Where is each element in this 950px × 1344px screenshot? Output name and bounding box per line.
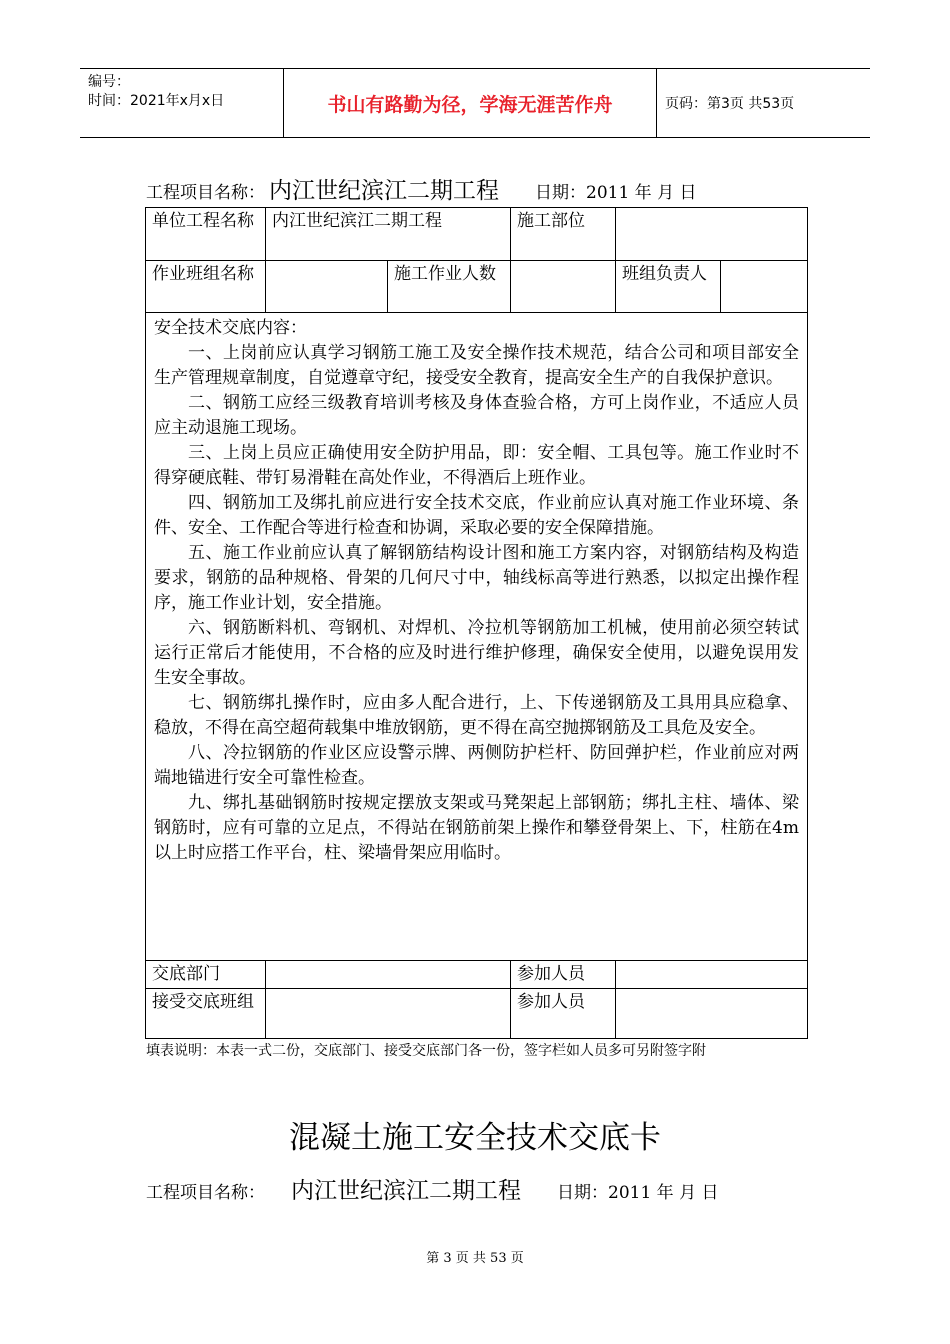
page-header xyxy=(80,68,870,138)
safety-briefing-table xyxy=(145,207,808,1039)
site-label: 施工部位 xyxy=(511,208,616,261)
header-page-info: 页码：第3页 共53页 xyxy=(665,96,795,112)
receive-value xyxy=(266,989,511,1039)
participants2-value xyxy=(616,989,808,1039)
page-footer: 第 3 页 共 53 页 xyxy=(426,1251,524,1266)
form-note: 填表说明：本表一式二份，交底部门、接受交底部门各一份，签字栏如人员多可另附签字附 xyxy=(146,1043,706,1059)
time-label: 时间：2021年x月x日 xyxy=(88,93,225,109)
project-line-2 xyxy=(146,1172,718,1205)
header-meta xyxy=(88,73,224,111)
leader-value xyxy=(721,261,808,313)
content-item: 九、绑扎基础钢筋时按规定摆放支架或马凳架起上部钢筋；绑扎主柱、墙体、梁钢筋时，应有可靠的立足点，不得站在钢筋前架上操作和攀登骨架上、下，柱筋在4m以上时应搭工作平台，柱、梁墙骨架应用临时。 xyxy=(154,793,799,863)
team-label: 作业班组名称 xyxy=(146,261,266,313)
content-item: 三、上岗上员应正确使用安全防护用品，即：安全帽、工具包等。施工作业时不得穿硬底鞋、带钉易滑鞋在高处作业，不得酒后上班作业。 xyxy=(154,443,799,488)
content-cell xyxy=(146,313,808,961)
dept-label: 交底部门 xyxy=(146,961,266,989)
content-item: 八、冷拉钢筋的作业区应设警示牌、两侧防护栏杆、防回弹护栏，作业前应对两端地锚进行安全可靠性检查。 xyxy=(154,743,799,788)
workers-value xyxy=(511,261,616,313)
number-label: 编号： xyxy=(88,74,130,90)
participants-label: 参加人员 xyxy=(511,961,616,989)
unit-label: 单位工程名称 xyxy=(146,208,266,261)
unit-value: 内江世纪滨江二期工程 xyxy=(266,208,511,261)
project-name: 内江世纪滨江二期工程 xyxy=(269,178,499,204)
content-item: 五、施工作业前应认真了解钢筋结构设计图和施工方案内容，对钢筋结构及构造要求，钢筋的品种规格、骨架的几何尺寸中，轴线标高等进行熟悉，以拟定出操作程序，施工作业计划，安全措施。 xyxy=(154,543,799,613)
content-item: 七、钢筋绑扎操作时，应由多人配合进行，上、下传递钢筋及工具用具应稳拿、稳放，不得在高空超荷载集中堆放钢筋，更不得在高空抛掷钢筋及工具危及安全。 xyxy=(154,693,799,738)
workers-label: 施工作业人数 xyxy=(388,261,511,313)
leader-label: 班组负责人 xyxy=(616,261,721,313)
team-value xyxy=(266,261,388,313)
receive-label: 接受交底班组 xyxy=(146,989,266,1039)
dept-value xyxy=(266,961,511,989)
content-title: 安全技术交底内容： xyxy=(154,318,307,338)
participants2-label: 参加人员 xyxy=(511,989,616,1039)
header-motto: 书山有路勤为径，学海无涯苦作舟 xyxy=(283,69,657,137)
project-label-2: 工程项目名称： xyxy=(146,1183,265,1203)
project-line xyxy=(146,172,696,205)
site-value xyxy=(616,208,808,261)
participants-value xyxy=(616,961,808,989)
project-label: 工程项目名称： xyxy=(146,183,265,203)
content-item: 六、钢筋断料机、弯钢机、对焊机、冷拉机等钢筋加工机械，使用前必须空转试运行正常后才能使用，不合格的应及时进行维护修理，确保安全使用，以避免误用发生安全事故。 xyxy=(154,618,799,688)
content-item: 二、钢筋工应经三级教育培训考核及身体查验合格，方可上岗作业，不适应人员应主动退施工现场。 xyxy=(154,393,799,438)
content-item: 一、上岗前应认真学习钢筋工施工及安全操作技术规范，结合公司和项目部安全生产管理规章制度，自觉遵章守纪，接受安全教育，提高安全生产的自我保护意识。 xyxy=(154,343,799,388)
content-item: 四、钢筋加工及绑扎前应进行安全技术交底，作业前应认真对施工作业环境、条件、安全、工作配合等进行检查和协调，采取必要的安全保障措施。 xyxy=(154,493,799,538)
project-name-2: 内江世纪滨江二期工程 xyxy=(291,1178,521,1204)
project-date-2: 日期：2011 年 月 日 xyxy=(557,1183,719,1203)
project-date: 日期：2011 年 月 日 xyxy=(535,183,697,203)
second-title: 混凝土施工安全技术交底卡 xyxy=(289,1120,661,1156)
